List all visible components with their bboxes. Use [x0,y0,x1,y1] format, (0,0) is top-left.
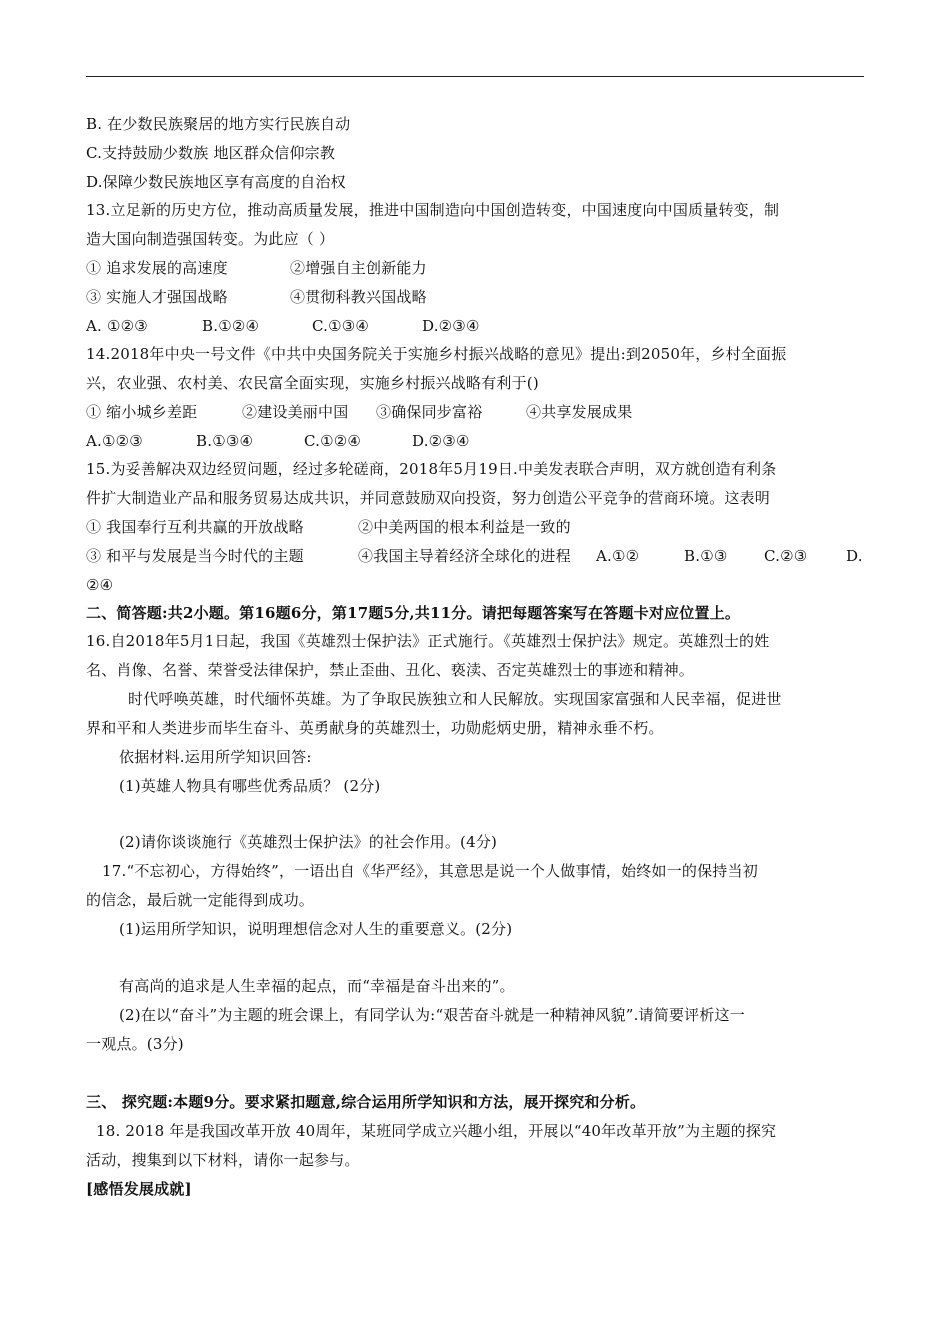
q14-option-c: C.①②④ [304,432,362,450]
q15-item4: ④我国主导着经济全球化的进程 [358,547,571,565]
q16-prompt: 依据材料.运用所学知识回答: [119,748,312,766]
q14-option-d: D.②③④ [412,432,470,450]
q15-option-d: D. [846,547,863,565]
q12-option-c: C.支持鼓励少数族 地区群众信仰宗教 [86,144,336,162]
q16-material-line2: 界和平和人类进步而毕生奋斗、英勇献身的英雄烈士，功勋彪炳史册，精神永垂不朽。 [86,719,664,737]
q15-item2: ②中美两国的根本利益是一致的 [358,518,571,536]
q14-item3: ③确保同步富裕 [376,403,483,421]
q12-option-b: B. 在少数民族聚居的地方实行民族自动 [86,115,351,133]
q16-stem-line1: 16.自2018年5月1日起，我国《英雄烈士保护法》正式施行。《英雄烈士保护法》规定。英雄烈士的姓 [86,632,770,650]
q16-stem-line2: 名、肖像、名誉、荣誉受法律保护，禁止歪曲、丑化、亵渎、否定英雄烈士的事迹和精神。 [86,661,695,679]
q17-sub2-line2: 一观点。(3分) [86,1035,184,1053]
q13-option-a: A. ①②③ [86,317,148,335]
q14-option-a: A.①②③ [86,432,143,450]
q17-quote: 有高尚的追求是人生幸福的起点，而“幸福是奋斗出来的”。 [119,977,515,995]
q13-item1: ① 追求发展的高速度 [86,259,228,277]
q18-stem-line1: 18. 2018 年是我国改革开放 40周年，某班同学成立兴趣小组，开展以“40年改革开放”为主题的探究 [96,1122,777,1140]
q17-stem-line1: 17.“不忘初心，方得始终”，一语出自《华严经》，其意思是说一个人做事情，始终如一的保持当初 [102,862,758,880]
q15-item3: ③ 和平与发展是当今时代的主题 [86,547,304,565]
q14-option-b: B.①③④ [196,432,254,450]
q15-item1: ① 我国奉行互利共赢的开放战略 [86,518,304,536]
q13-item3: ③ 实施人才强国战略 [86,288,228,306]
section2-heading: 二、简答题:共2小题。第16题6分，第17题5分,共11分。请把每题答案写在答题卡对应位置上。 [86,604,741,622]
q12-option-d: D.保障少数民族地区享有高度的自治权 [86,173,346,191]
q14-stem-line2: 兴，农业强、农村美、农民富全面实现，实施乡村振兴战略有利于() [86,374,539,392]
q13-stem-line2: 造大国向制造强国转变。为此应（ ） [86,230,335,248]
q18-stem-line2: 活动，搜集到以下材料，请你一起参与。 [86,1151,360,1169]
q15-option-b: B.①③ [684,547,728,565]
q17-sub1: (1)运用所学知识，说明理想信念对人生的重要意义。(2分) [119,920,513,938]
q14-item1: ① 缩小城乡差距 [86,403,198,421]
q15-stem-line1: 15.为妥善解决双边经贸问题，经过多轮磋商，2018年5月19日.中美发表联合声明，双方就创造有利条 [86,460,777,478]
q17-stem-line2: 的信念，最后就一定能得到成功。 [86,891,315,909]
q14-stem-line1: 14.2018年中央一号文件《中共中央国务院关于实施乡村振兴战略的意见》提出:到2050年，乡村全面振 [86,345,787,363]
q13-option-d: D.②③④ [422,317,480,335]
q13-item2: ②增强自主创新能力 [290,259,427,277]
q15-option-a: A.①② [596,547,640,565]
q15-stem-line2: 件扩大制造业产品和服务贸易达成共识，并同意鼓励双向投资，努力创造公平竞争的营商环境。这表明 [86,489,771,507]
q17-sub2-line1: (2)在以“奋斗”为主题的班会课上，有同学认为:“艰苦奋斗就是一种精神风貌”.请简要评析这一 [119,1006,745,1024]
q16-sub1: (1)英雄人物具有哪些优秀品质？ (2分) [119,777,381,795]
q15-option-d-content: ②④ [86,576,114,594]
q14-item2: ②建设美丽中国 [242,403,349,421]
q15-option-c: C.②③ [764,547,808,565]
q16-material-line1: 时代呼唤英雄，时代缅怀英雄。为了争取民族独立和人民解放。实现国家富强和人民幸福，促进世 [128,690,782,708]
q16-sub2: (2)请你谈谈施行《英雄烈士保护法》的社会作用。(4分) [119,833,498,851]
q13-option-b: B.①②④ [202,317,260,335]
q14-item4: ④共享发展成果 [526,403,633,421]
q13-option-c: C.①③④ [312,317,370,335]
header-rule [86,76,864,77]
q18-subheading: [感悟发展成就] [86,1180,192,1198]
section3-heading: 三、 探究题:本题9分。要求紧扣题意,综合运用所学知识和方法，展开探究和分析。 [86,1093,646,1111]
q13-stem-line1: 13.立足新的历史方位，推动高质量发展，推进中国制造向中国创造转变，中国速度向中国质量转变，制 [86,201,780,219]
q13-item4: ④贯彻科教兴国战略 [290,288,427,306]
